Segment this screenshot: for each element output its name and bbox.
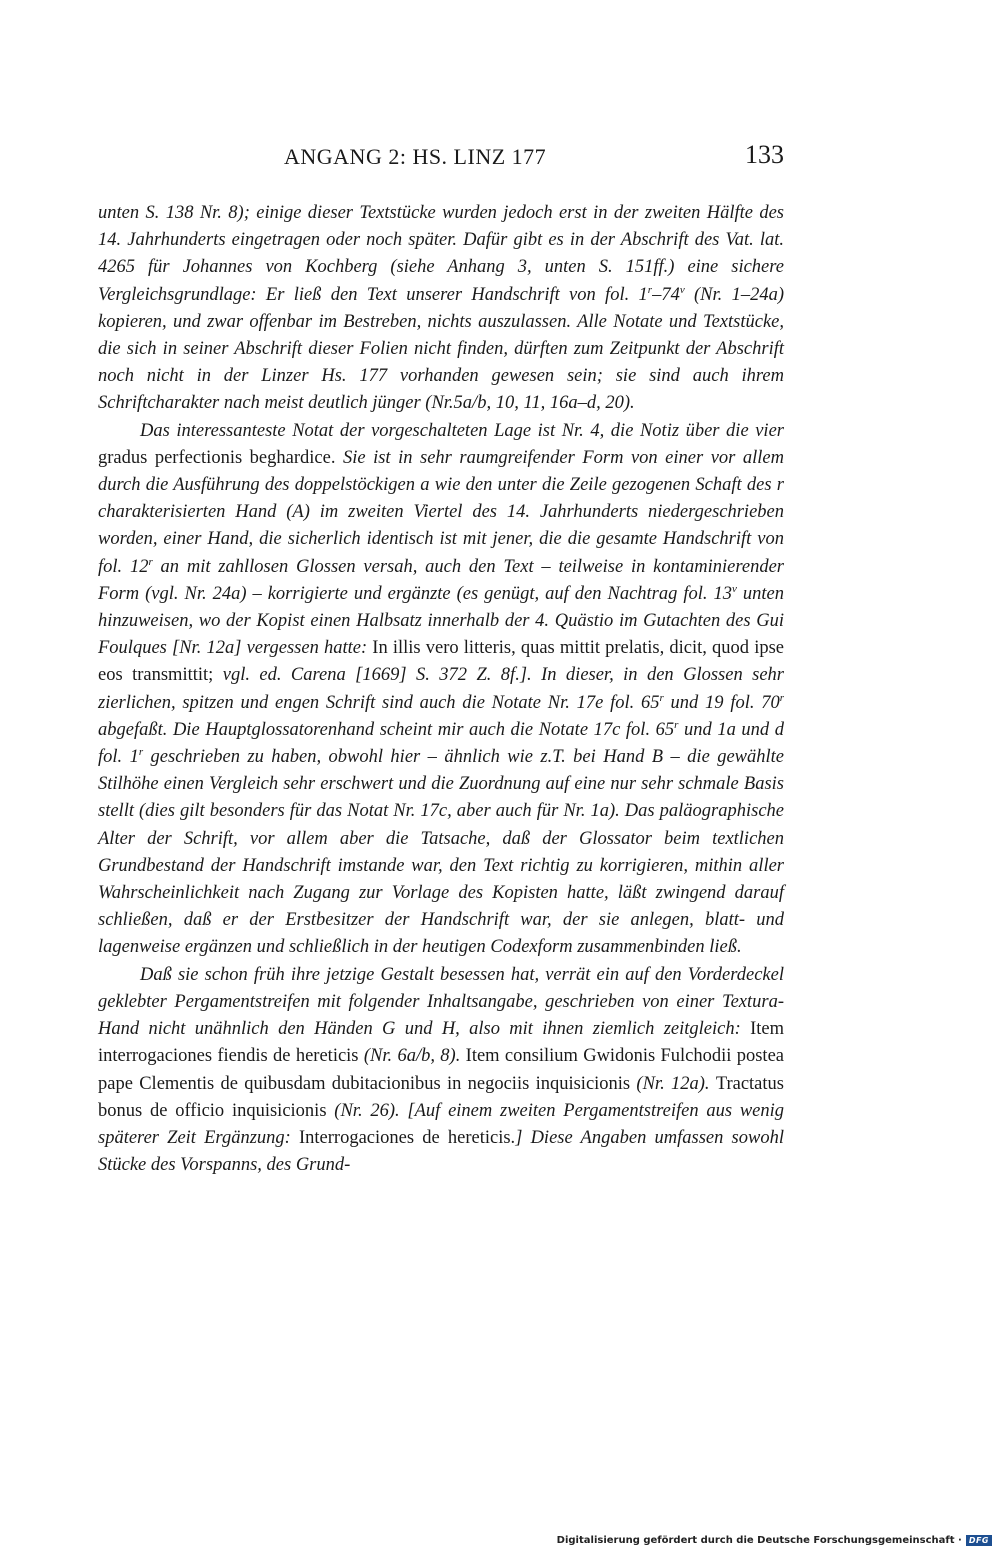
text-run: (Nr. 1–24a) kopieren, und zwar offenbar im Bestreben, nichts auszulassen. Alle Notate und Textstücke, die sich in seiner Abschrift dieser Folien nicht finden, dürften zum Zeitpunkt der Abschrift noch nicht in der Linzer Hs. 177 vorhanden gewesen sein; sie sind auch ihrem Schriftcharakter nach meist deutlich jünger (Nr.5a/b, 10, 11, 16a–d, 20).	[98, 284, 784, 414]
text-run: –74	[652, 284, 680, 305]
text-run: Das interessanteste Notat der vorgeschalteten Lage ist Nr. 4, die Notiz über die vier	[140, 420, 784, 441]
paragraph	[98, 200, 784, 418]
text-run: Item interrogaciones fiendis de hereticis	[98, 1019, 784, 1067]
text-run: abgefaßt. Die Hauptglossatorenhand scheint mir auch die Notate 17c fol. 65	[98, 719, 675, 740]
superscript: v	[679, 283, 685, 296]
running-head: ANGANG 2: HS. LINZ 177	[284, 144, 547, 169]
funding-note: Digitalisierung gefördert durch die Deutsche Forschungsgemeinschaft ·	[556, 1535, 962, 1546]
text-run: unten hinzuweisen, wo der Kopist einen Halbsatz innerhalb der 4. Quästio im Gutachten des Gui Foulques [Nr. 12a] vergessen hatte:	[98, 583, 784, 659]
paragraph	[98, 418, 784, 962]
dfg-logo: DFG	[966, 1535, 992, 1546]
superscript: r	[647, 283, 653, 296]
text-run: an mit zahllosen Glossen versah, auch den Text – teilweise in kontaminierender Form (vgl. Nr. 24a) – korrigierte und ergänzte (es genügt, auf den Nachtrag fol. 13	[98, 556, 785, 604]
text-run: geschrieben zu haben, obwohl hier – ähnlich wie z.T. bei Hand B – die gewählte Stilhöhe einen Vergleich sehr erschwert und die Zuordnung auf eine nur sehr schmale Basis stellt (dies gilt besonders für das Notat Nr. 17c, aber auch für Nr. 1a). Das paläographische Alter der Schrift, vor allem aber die Tatsache, daß der Glossator beim textlichen Grundbestand der Handschrift imstande war, den Text richtig zu korrigieren, mithin aller Wahrscheinlichkeit nach Zugang zur Vorlage des Kopisten hatte, läßt zwingend darauf schließen, daß er der Erstbesitzer der Handschrift war, der sie anlegen, blatt- und lagenweise ergänzen und schließlich in der heutigen Codexform zusammenbinden ließ.	[98, 747, 784, 958]
text-run: Daß sie schon früh ihre jetzige Gestalt besessen hat, verrät ein auf den Vorderdeckel geklebter Pergamentstreifen mit folgender Inhaltsangabe, geschrieben von einer Textura-Hand nicht unähnlich den Händen G und H, also mit ihnen ziemlich zeitgleich:	[98, 964, 784, 1040]
text-run: und 1a und d fol. 1	[98, 719, 785, 768]
superscript: v	[732, 582, 737, 595]
footer	[557, 1535, 992, 1546]
text-run: vgl. ed. Carena [1669] S. 372 Z. 8f.]. In dieser, in den Glossen sehr zierlichen, spitzen und engen Schrift sind auch die Notate Nr. 17e fol. 65	[98, 665, 785, 713]
text-run: und 19 fol. 70	[663, 692, 780, 713]
superscript: r	[659, 691, 664, 704]
text-run: Sie ist in sehr raumgreifender Form von einer vor allem durch die Ausführung des doppelstöckigen a wie den unter die Zeile gezogenen Schaft des r charakterisierten Hand (A) im zweiten Viertel des 14. Jahrhunderts niedergeschrieben worden, einer Hand, die sicherlich identisch ist mit jener, die die gesamte Handschrift von fol. 12	[98, 447, 784, 577]
text-run: unten S. 138 Nr. 8); einige dieser Textstücke wurden jedoch erst in der zweiten Hälfte des 14. Jahrhunderts eingetragen oder noch später. Dafür gibt es in der Abschrift des Vat. lat. 4265 für Johannes von Kochberg (siehe Anhang 3, unten S. 151ff.) eine sichere Vergleichsgrundlage: Er ließ den Text unserer Handschrift von fol. 1	[98, 203, 784, 305]
text-run: Interrogaciones de hereticis.	[299, 1127, 516, 1148]
text-run: Item consilium Gwidonis Fulchodii postea pape Clementis de quibusdam dubitacionibus in negociis inquisicionis	[98, 1046, 784, 1094]
page-number: 133	[745, 140, 784, 169]
page-header	[98, 140, 784, 180]
text-run: (Nr. 26). [Auf einem zweiten Pergamentstreifen aus wenig späterer Zeit Ergänzung:	[98, 1100, 785, 1148]
superscript: r	[148, 555, 153, 568]
superscript: r	[674, 718, 679, 731]
text-run: Tractatus bonus de officio inquisicionis	[98, 1073, 784, 1121]
text-run: (Nr. 12a).	[630, 1073, 716, 1094]
text-run: (Nr. 6a/b, 8).	[358, 1046, 466, 1067]
superscript: r	[138, 745, 144, 758]
superscript: r	[779, 691, 785, 704]
text-run: In illis vero litteris, quas mittit prelatis, dicit, quod ipse eos transmittit;	[98, 638, 784, 686]
text-run: ] Diese Angaben umfassen sowohl Stücke des Vorspanns, des Grund-	[98, 1127, 784, 1176]
body-text	[98, 200, 784, 1179]
paragraph	[98, 962, 784, 1180]
text-run: gradus perfectionis beghardice.	[98, 447, 336, 468]
